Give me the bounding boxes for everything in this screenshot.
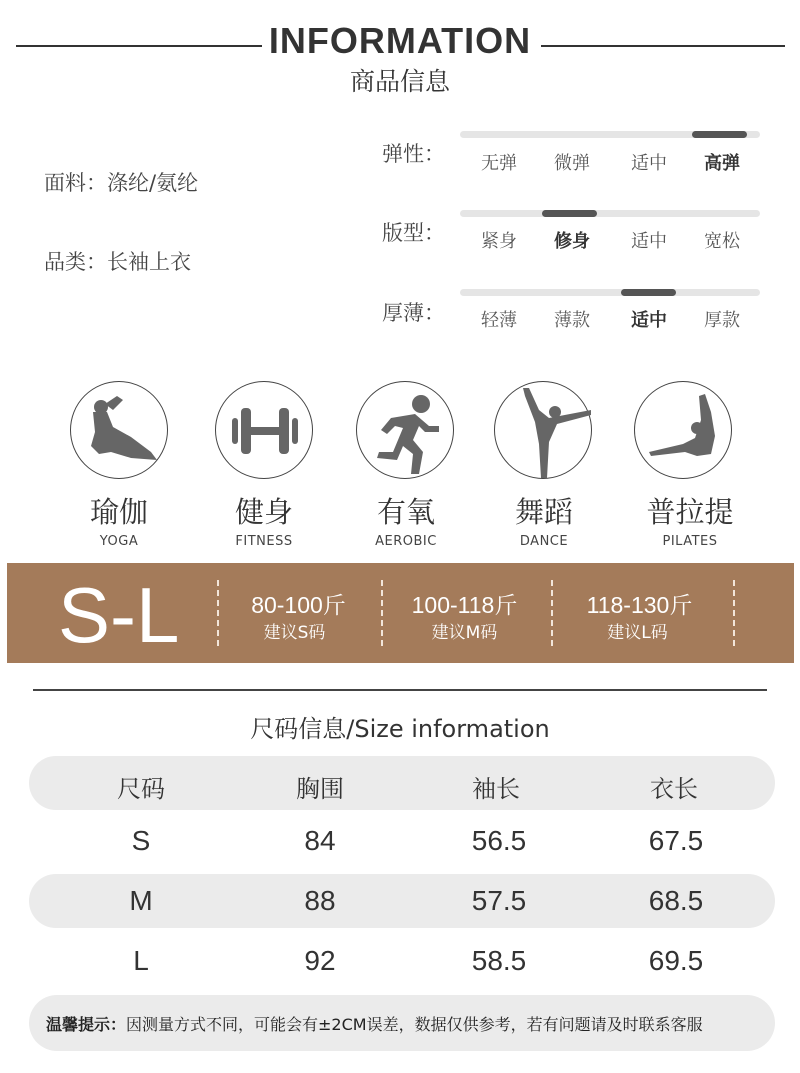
size-info-title: 尺码信息/Size information [250, 715, 550, 743]
size-suggestion: 建议L码 [607, 623, 668, 643]
table-cell: M [129, 885, 153, 916]
pilates-pose-icon [634, 381, 732, 479]
size-range-label: S-L [58, 571, 180, 659]
page-subtitle: 商品信息 [349, 67, 450, 96]
dumbbell-icon [215, 381, 313, 479]
table-cell: S [131, 825, 151, 856]
table-cell: 92 [304, 945, 336, 976]
table-header-cell: 衣长 [650, 775, 698, 803]
size-suggestion: 建议M码 [431, 623, 498, 643]
elasticity-option: 微弹 [554, 153, 590, 174]
fit-scale [460, 210, 760, 217]
thickness-indicator [621, 289, 676, 296]
activity-label-cn: 有氧 [376, 495, 435, 529]
elasticity-label: 弹性： [382, 142, 445, 166]
category-info: 品类：长袖上衣 [44, 250, 191, 274]
fit-option: 适中 [631, 231, 667, 252]
thickness-option: 轻薄 [481, 310, 517, 331]
activity-label-cn: 健身 [234, 495, 293, 529]
fit-option: 紧身 [481, 231, 517, 252]
size-suggestion: 建议S码 [263, 623, 326, 643]
fabric-info: 面料：涤纶/氨纶 [44, 171, 199, 195]
thickness-option: 厚款 [704, 310, 740, 331]
section-separator [33, 689, 767, 691]
runner-icon [356, 381, 454, 479]
table-cell: L [133, 945, 149, 976]
table-header-cell: 胸围 [296, 775, 344, 803]
yoga-pose-icon [70, 381, 168, 479]
band-divider [551, 580, 553, 646]
elasticity-scale [460, 131, 760, 138]
elasticity-option: 无弹 [481, 153, 517, 174]
fit-option: 宽松 [704, 231, 740, 252]
elasticity-option-selected: 高弹 [704, 153, 740, 174]
activity-label-en: YOGA [99, 534, 139, 549]
weight-range: 80-100斤 [251, 592, 346, 618]
thickness-option-selected: 适中 [631, 310, 667, 331]
table-cell: 57.5 [471, 885, 527, 916]
table-cell: 68.5 [648, 885, 704, 916]
measurement-note [46, 1012, 703, 1035]
elasticity-option: 适中 [631, 153, 667, 174]
page-title: INFORMATION [268, 20, 532, 61]
thickness-scale [460, 289, 760, 296]
band-divider [733, 580, 735, 646]
weight-range: 100-118斤 [411, 592, 518, 618]
activity-label-cn: 普拉提 [646, 495, 734, 529]
table-header-cell: 尺码 [117, 775, 165, 803]
activity-label-en: DANCE [519, 534, 569, 549]
elasticity-indicator [692, 131, 747, 138]
fit-option-selected: 修身 [554, 231, 590, 252]
fit-label: 版型： [382, 221, 445, 245]
activity-label-en: FITNESS [235, 534, 293, 549]
thickness-label: 厚薄： [382, 301, 445, 325]
table-cell: 56.5 [471, 825, 527, 856]
table-cell: 84 [304, 825, 336, 856]
table-cell: 58.5 [471, 945, 527, 976]
dancer-icon [494, 381, 592, 479]
table-cell: 67.5 [648, 825, 704, 856]
note-text: 因测量方式不同，可能会有±2CM误差，数据仅供参考，若有问题请及时联系客服 [126, 1015, 703, 1034]
activity-label-cn: 瑜伽 [89, 495, 148, 529]
table-cell: 69.5 [648, 945, 704, 976]
activity-label-cn: 舞蹈 [514, 495, 573, 529]
weight-range: 118-130斤 [586, 592, 693, 618]
table-cell: 88 [304, 885, 336, 916]
fit-indicator [542, 210, 597, 217]
thickness-option: 薄款 [554, 310, 590, 331]
activity-label-en: AEROBIC [375, 534, 437, 549]
table-header-cell: 袖长 [472, 775, 520, 803]
note-label: 温馨提示： [46, 1015, 127, 1034]
activity-label-en: PILATES [662, 534, 718, 549]
